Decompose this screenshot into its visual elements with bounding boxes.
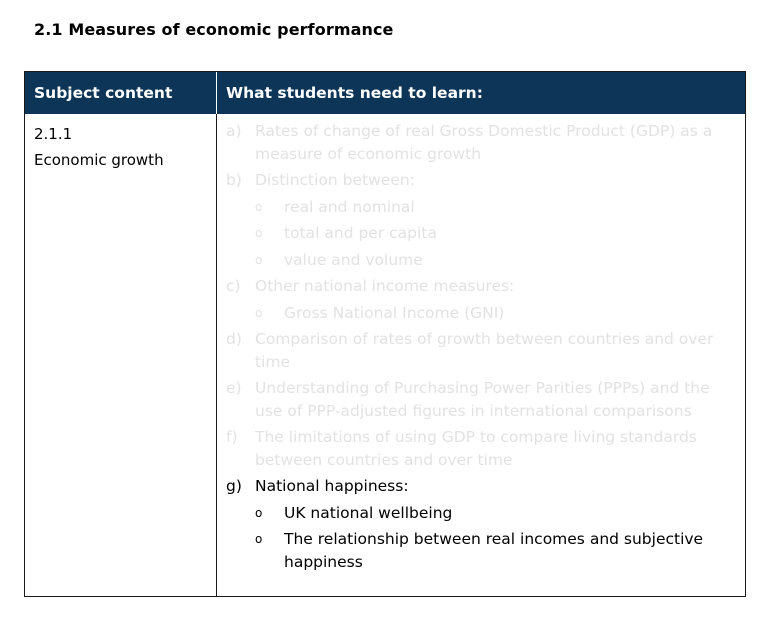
item-text: National happiness: <box>255 477 409 495</box>
header-what-students-learn: What students need to learn: <box>226 84 483 102</box>
column-divider <box>216 72 217 596</box>
item-text: Rates of change of real Gross Domestic Product (GDP) as a measure of economic growth <box>255 122 713 163</box>
learning-item-f <box>226 426 741 471</box>
subject-code: 2.1.1 <box>34 125 73 143</box>
bullet-icon: o <box>255 199 263 214</box>
item-text: The limitations of using GDP to compare living standards between countries and over time <box>255 428 697 469</box>
table-header-row <box>25 72 745 114</box>
sub-item <box>226 196 741 219</box>
learning-item-b <box>226 169 741 192</box>
spec-table <box>24 71 746 597</box>
item-letter: f) <box>226 428 238 446</box>
item-text: Comparison of rates of growth between countries and over time <box>255 330 714 371</box>
bullet-icon: o <box>255 305 263 320</box>
sub-item <box>226 502 741 525</box>
item-text: Understanding of Purchasing Power Parities (PPPs) and the use of PPP-adjusted figures in international comparisons <box>255 379 710 420</box>
sub-item-text: Gross National Income (GNI) <box>284 303 505 322</box>
sub-item-text: total and per capita <box>284 224 437 242</box>
item-letter: c) <box>226 277 241 295</box>
learning-item-g <box>226 475 741 498</box>
sub-item-text: The relationship between real incomes and subjective happiness <box>284 530 704 571</box>
sub-item-text: value and volume <box>284 250 423 269</box>
sub-item-text: real and nominal <box>284 197 415 216</box>
item-text: Other national income measures: <box>255 277 515 295</box>
sub-item <box>226 222 741 245</box>
bullet-icon: o <box>255 252 263 267</box>
item-letter: a) <box>226 122 242 140</box>
bullet-icon: o <box>255 505 263 520</box>
sub-item <box>226 528 741 573</box>
item-text: Distinction between: <box>255 171 415 189</box>
section-title: 2.1 Measures of economic performance <box>34 20 394 39</box>
item-letter: g) <box>226 477 242 495</box>
bullet-icon: o <box>255 226 263 240</box>
item-letter: b) <box>226 171 242 189</box>
learning-item-c <box>226 275 741 298</box>
subject-name: Economic growth <box>34 151 164 169</box>
learning-item-a <box>226 120 741 165</box>
sub-item <box>226 249 741 272</box>
learning-content-cell <box>226 120 741 577</box>
bullet-icon: o <box>255 532 263 546</box>
sub-item-text: UK national wellbeing <box>284 503 453 522</box>
learning-item-e <box>226 377 741 422</box>
sub-item <box>226 302 741 325</box>
header-column-divider <box>216 72 217 114</box>
item-letter: e) <box>226 379 242 397</box>
learning-item-d <box>226 328 741 373</box>
subject-cell <box>34 121 164 173</box>
item-letter: d) <box>226 330 242 348</box>
header-subject-content: Subject content <box>34 84 173 102</box>
